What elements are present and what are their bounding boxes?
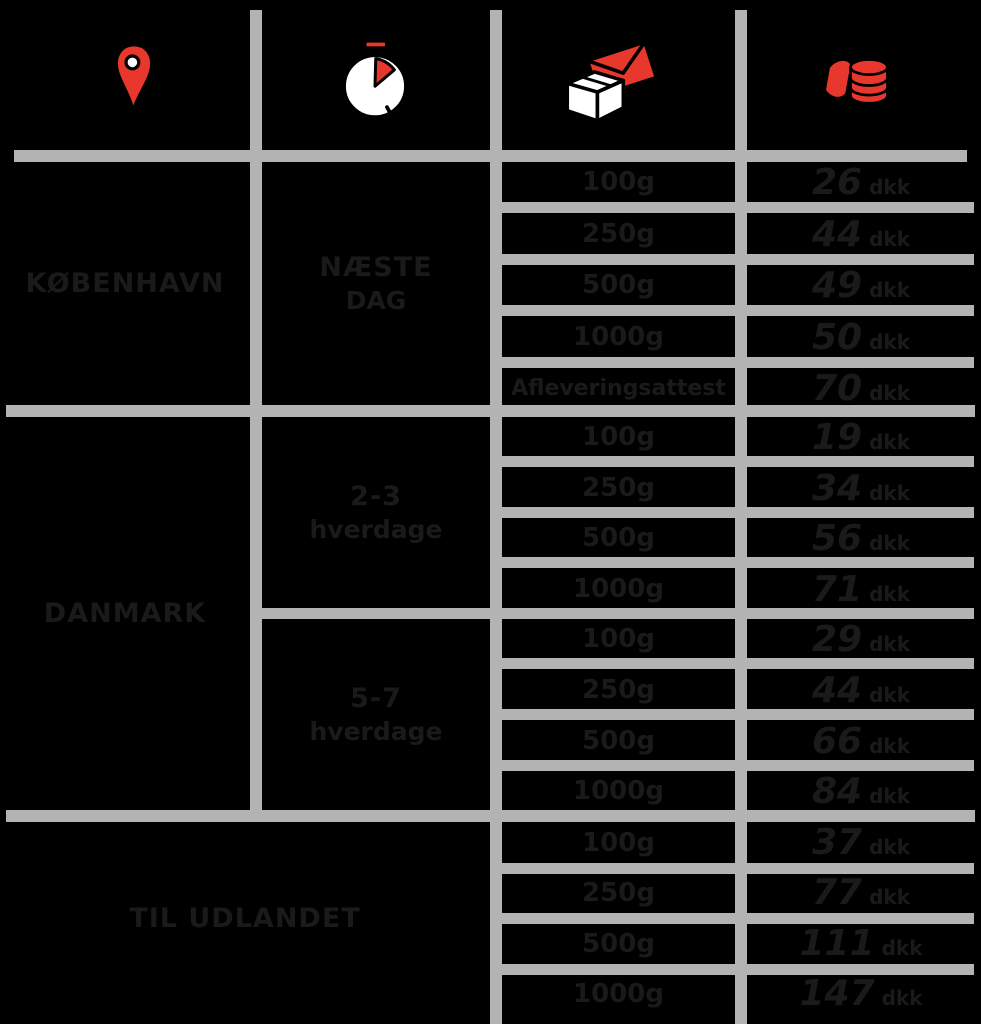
delivery-time-line1: NÆSTE [319,252,433,283]
row-divider [496,709,974,720]
price-cell [747,518,975,557]
price-unit: dkk [869,430,911,454]
price-amount: 84 [811,771,863,812]
row-divider [496,760,974,771]
price-cell [747,214,975,254]
price-cell [747,923,975,964]
price-cell [747,973,975,1014]
delivery-time-line1: 2-3 [350,481,402,512]
delivery-time-line2: DAG [345,285,407,315]
weight-cell: 100g [582,167,655,197]
price-amount: 34 [811,468,863,509]
delivery-time-next-day [262,162,490,405]
row-divider [496,507,974,518]
price-cell [747,670,975,709]
row-divider [496,357,974,368]
price-cell [747,368,975,408]
price-cell [747,822,975,863]
delivery-time-group-2 [262,619,490,810]
price-unit: dkk [869,632,911,656]
weight-cell: 100g [582,623,655,654]
price-unit: dkk [869,784,911,808]
weight-cell: 500g [582,725,655,756]
price-amount: 37 [811,822,863,863]
price-amount: 70 [811,368,863,409]
group-divider [256,608,974,619]
row-divider [496,305,974,316]
location-pin-icon [110,40,158,116]
price-amount: 44 [811,214,863,255]
price-cell [747,162,975,202]
weight-cell: 1000g [573,573,664,604]
weight-cell: 1000g [573,322,664,352]
stopwatch-icon [330,40,420,122]
price-unit: dkk [869,835,911,859]
price-amount: 19 [811,417,863,458]
weight-cell: Afleveringsattest [511,375,726,401]
destination-denmark: DANMARK [43,598,207,629]
price-unit: dkk [869,227,911,251]
price-unit: dkk [881,936,923,960]
delivery-time-line1: 5-7 [350,683,402,714]
weight-cell: 500g [582,270,655,300]
row-divider [496,557,974,568]
price-unit: dkk [881,986,923,1010]
price-amount: 26 [811,162,863,203]
weight-cell: 500g [582,928,655,959]
weight-cell: 250g [582,674,655,705]
price-unit: dkk [869,734,911,758]
price-cell [747,265,975,305]
price-cell [747,619,975,658]
price-cell [747,569,975,608]
price-amount: 111 [799,923,875,964]
price-cell [747,317,975,357]
price-unit: dkk [869,278,911,302]
price-amount: 44 [811,670,863,711]
weight-cell: 500g [582,522,655,553]
weight-cell: 100g [582,827,655,858]
price-amount: 147 [799,973,875,1014]
destination-abroad: TIL UDLANDET [129,902,361,934]
price-amount: 71 [811,569,863,610]
price-unit: dkk [869,683,911,707]
delivery-time-group-1 [262,417,490,608]
price-cell [747,468,975,507]
price-amount: 56 [811,518,863,559]
row-divider [496,456,974,467]
coins-icon [815,42,897,114]
price-cell [747,417,975,456]
weight-cell: 250g [582,472,655,503]
price-unit: dkk [869,481,911,505]
weight-cell: 1000g [573,978,664,1009]
row-divider [496,202,974,213]
price-unit: dkk [869,175,911,199]
price-amount: 49 [811,265,863,306]
destination-copenhagen: KØBENHAVN [25,268,225,299]
package-envelope-icon [550,38,665,126]
price-cell [747,872,975,913]
price-unit: dkk [869,330,911,354]
row-divider [496,254,974,265]
row-divider [496,658,974,669]
price-amount: 66 [811,721,863,762]
delivery-time-line2: hverdage [309,514,443,544]
price-cell [747,721,975,760]
weight-cell: 250g [582,219,655,249]
weight-cell: 1000g [573,775,664,806]
price-amount: 77 [811,872,863,913]
price-unit: dkk [869,885,911,909]
price-unit: dkk [869,582,911,606]
weight-cell: 100g [582,421,655,452]
price-unit: dkk [869,381,911,405]
price-cell [747,771,975,810]
weight-cell: 250g [582,877,655,908]
delivery-time-line2: hverdage [309,716,443,746]
price-amount: 29 [811,619,863,660]
price-amount: 50 [811,317,863,358]
price-unit: dkk [869,531,911,555]
section-divider-header [14,150,967,162]
